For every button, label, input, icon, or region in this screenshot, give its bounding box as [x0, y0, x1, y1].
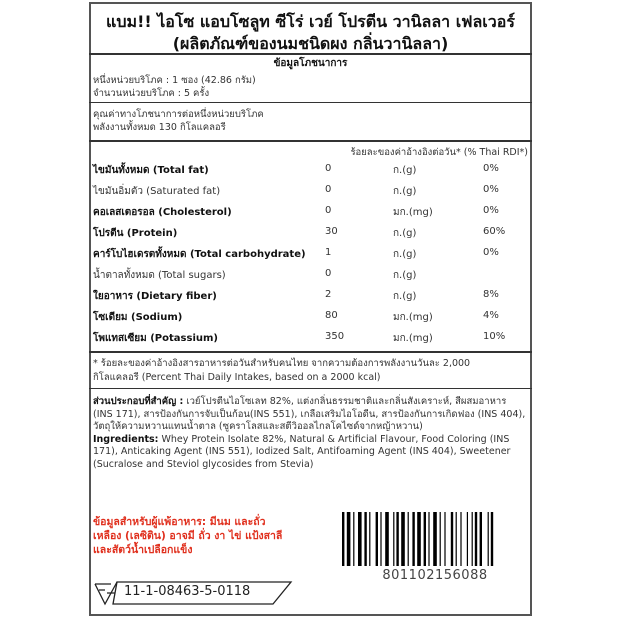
fda-number: 11-1-08463-5-0118: [124, 584, 251, 599]
nutrient-rdi: 0%: [483, 163, 499, 174]
nutrient-row: [93, 205, 529, 226]
serving-size: หนึ่งหน่วยบริโภค : 1 ซอง (42.86 กรัม): [93, 75, 256, 86]
ingredients-en-text: Whey Protein Isolate 82%, Natural & Artificial Flavour, Food Coloring (INS 171), Anticaking Agent (INS 551), Iodized Salt, Antifoaming Agent (INS 404), Sweetener (Sucralose and Steviol glycosides from Stevia): [93, 433, 511, 470]
barcode-bar: [475, 512, 477, 566]
nutrient-row: [93, 163, 529, 184]
divider: [89, 140, 532, 142]
ingredients: [93, 396, 527, 471]
nutrient-name: โพแทสเซียม (Potassium): [93, 333, 218, 344]
barcode-bar: [467, 512, 468, 566]
nutrient-rdi: 10%: [483, 331, 506, 342]
barcode-bar: [376, 512, 378, 566]
nutrient-row: [93, 184, 529, 205]
nutrient-row: [93, 289, 529, 310]
nutrient-amount: 0: [325, 205, 332, 216]
energy-label: คุณค่าทางโภชนาการต่อหนึ่งหน่วยบริโภค: [93, 109, 264, 120]
rdi-header: ร้อยละของค่าอ้างอิงต่อวัน* (% Thai RDI*): [350, 147, 528, 158]
barcode-bar: [472, 512, 473, 566]
barcode-bar: [451, 512, 453, 566]
barcode-bar: [480, 512, 482, 566]
ingredients-th-label: ส่วนประกอบที่สำคัญ :: [93, 396, 184, 407]
product-subtitle: (ผลิตภัณฑ์ของนมชนิดผง กลิ่นวานิลลา): [172, 34, 449, 53]
footnote-line1: * ร้อยละของค่าอ้างอิงสารอาหารต่อวันสำหรับคนไทย จากความต้องการพลังงานวันละ 2,000: [93, 358, 471, 369]
barcode-bar: [393, 512, 394, 566]
barcode-bar: [369, 512, 370, 566]
barcode-bar: [424, 512, 426, 566]
nutrient-unit: ก.(g): [393, 291, 417, 302]
nutrient-unit: ก.(g): [393, 228, 417, 239]
nutrient-rdi: 0%: [483, 205, 499, 216]
barcode-number: 801102156088: [382, 568, 488, 583]
divider: [89, 388, 532, 389]
nutrient-amount: 350: [325, 331, 345, 342]
barcode-bar: [460, 512, 461, 566]
barcode-bar: [380, 512, 381, 566]
nutrient-amount: 0: [325, 268, 332, 279]
barcode-bar: [364, 512, 366, 566]
nutrient-amount: 0: [325, 163, 332, 174]
nutrient-name: คาร์โบไฮเดรตทั้งหมด (Total carbohydrate): [93, 249, 306, 260]
barcode-bar: [385, 512, 389, 566]
nutrient-amount: 2: [325, 289, 332, 300]
nutrient-rdi: 60%: [483, 226, 506, 237]
nutrient-row: [93, 226, 529, 247]
barcode-image: [340, 512, 530, 566]
nutrient-rdi: 8%: [483, 289, 499, 300]
nutrient-amount: 80: [325, 310, 338, 321]
barcode-bar: [491, 512, 493, 566]
nutrient-row: [93, 247, 529, 268]
nutrient-amount: 1: [325, 247, 332, 258]
barcode-bar: [396, 512, 398, 566]
barcode-bar: [456, 512, 457, 566]
nutrient-name: คอเลสเตอรอล (Cholesterol): [93, 207, 232, 218]
nutrient-row: [93, 268, 529, 289]
barcode-bar: [417, 512, 421, 566]
barcode-bar: [428, 512, 429, 566]
energy-value: พลังงานทั้งหมด 130 กิโลแคลอรี: [93, 122, 226, 133]
divider: [89, 53, 532, 55]
nutrient-name: โปรตีน (Protein): [93, 228, 178, 239]
nutrient-name: ไขมันอิ่มตัว (Saturated fat): [93, 186, 221, 197]
section-title: ข้อมูลโภชนาการ: [273, 58, 348, 69]
barcode-bar: [342, 512, 344, 566]
barcode-bar: [444, 512, 445, 566]
barcode-bar: [488, 512, 489, 566]
barcode-bar: [412, 512, 414, 566]
nutrient-amount: 0: [325, 184, 332, 195]
nutrient-unit: มก.(mg): [393, 312, 433, 323]
barcode-bar: [401, 512, 405, 566]
nutrient-unit: มก.(mg): [393, 207, 433, 218]
allergy-info: ข้อมูลสำหรับผู้แพ้อาหาร: มีนม และถั่วเหลือง (เลซิติน) อาจมี ถั่ว งา ไข่ แป้งสาลี และสัตว์น้ำเปลือกแข็ง: [93, 516, 283, 556]
nutrient-amount: 30: [325, 226, 338, 237]
nutrient-name: โซเดียม (Sodium): [93, 312, 183, 323]
barcode-bar: [353, 512, 354, 566]
nutrient-rdi: 0%: [483, 247, 499, 258]
footnote-line2: กิโลแคลอรี (Percent Thai Daily Intakes, based on a 2000 kcal): [93, 372, 381, 383]
barcode-bar: [347, 512, 351, 566]
nutrient-row: [93, 331, 529, 352]
barcode-bar: [440, 512, 441, 566]
product-title: แบม!! ไอโซ แอบโซลูท ซีโร่ เวย์ โปรตีน วานิลลา เฟลเวอร์: [106, 12, 515, 31]
nutrient-unit: มก.(mg): [393, 333, 433, 344]
divider: [89, 351, 532, 353]
nutrient-unit: ก.(g): [393, 249, 417, 260]
serving-count: จำนวนหน่วยบริโภค : 5 ครั้ง: [93, 88, 210, 99]
barcode-bar: [358, 512, 362, 566]
ingredients-th-text: เวย์โปรตีนไอโซเลท 82%, แต่งกลิ่นธรรมชาติและกลิ่นสังเคราะห์, สีผสมอาหาร (INS 171), สารป้องกันการจับเป็นก้อน(INS 551), เกลือเสริมไอโอดีน, สารป้องกันการเกิดฟอง (INS 404), วัตถุให้ความหวานแทนน้ำตาล (ซูคราโลสและสตีวิออลไกลโคไซด์จากหญ้าหวาน): [93, 396, 526, 432]
nutrient-name: น้ำตาลทั้งหมด (Total sugars): [93, 270, 226, 281]
barcode-bar: [433, 512, 437, 566]
nutrient-unit: ก.(g): [393, 165, 417, 176]
nutrient-rdi: 0%: [483, 184, 499, 195]
nutrient-rdi: 4%: [483, 310, 499, 321]
nutrient-unit: ก.(g): [393, 270, 417, 281]
nutrient-name: ไขมันทั้งหมด (Total fat): [93, 165, 209, 176]
nutrient-name: ใยอาหาร (Dietary fiber): [93, 291, 217, 302]
divider: [89, 102, 532, 103]
ingredients-en-label: Ingredients:: [93, 433, 159, 445]
nutrient-unit: ก.(g): [393, 186, 417, 197]
barcode-bar: [408, 512, 409, 566]
nutrient-row: [93, 310, 529, 331]
